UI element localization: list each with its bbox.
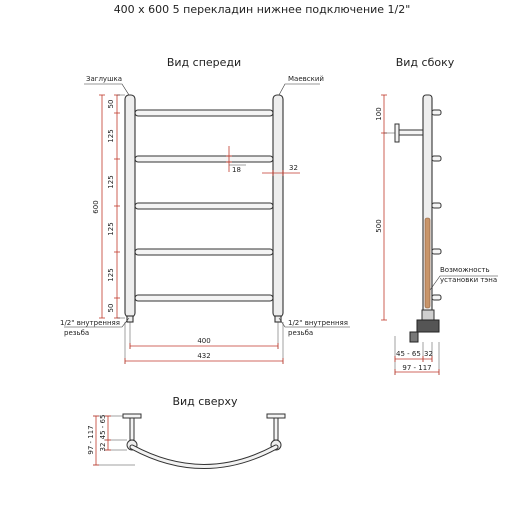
front-view <box>60 75 350 364</box>
side-crossbar-2 <box>432 156 441 161</box>
dim-top-offset: 50 <box>107 99 115 109</box>
side-crossbar-3 <box>432 203 441 208</box>
heater-label-2: установки тэна <box>440 276 498 284</box>
dim-top-depth: 97 - 117 <box>87 425 95 455</box>
crossbar-3 <box>135 203 273 209</box>
left-thread-label-1: 1/2" внутренняя <box>60 319 120 327</box>
top-wall-plate-right <box>267 414 285 418</box>
dim-step-2: 125 <box>107 175 115 189</box>
dim-top-offset: 45 - 65 <box>99 414 107 440</box>
dim-step-3: 125 <box>107 222 115 236</box>
dim-overall-width: 432 <box>197 352 211 360</box>
crossbars <box>135 110 273 301</box>
top-bracket-right <box>274 418 278 440</box>
crossbar-2 <box>135 156 273 162</box>
dim-side-middle: 500 <box>375 219 383 233</box>
mayevsky-leader <box>279 84 320 95</box>
dim-height: 600 <box>92 200 100 214</box>
side-fitting-outlet <box>410 332 418 342</box>
top-wall-plate-left <box>123 414 141 418</box>
plug-label: Заглушка <box>86 75 122 83</box>
dim-side-top: 100 <box>375 107 383 121</box>
side-fitting-body <box>417 320 439 332</box>
left-thread-label-2: резьба <box>64 329 90 337</box>
height-dimension <box>92 95 105 318</box>
side-vertical-dimensions <box>375 95 395 320</box>
right-thread-label-1: 1/2" внутренняя <box>288 319 348 327</box>
side-fitting-top <box>422 310 434 320</box>
vertical-dimension-chain <box>107 95 125 318</box>
top-dimensions <box>87 415 135 465</box>
dim-crossbar-diameter: 18 <box>232 166 241 174</box>
dim-side-depth: 97 - 117 <box>402 364 432 372</box>
top-bracket-left <box>130 418 134 440</box>
top-crossbar-fill <box>132 447 276 467</box>
width-dimensions <box>125 322 283 364</box>
top-view <box>87 414 285 467</box>
dim-side-offset: 45 - 65 <box>396 350 421 358</box>
mayevsky-label: Маевский <box>288 75 324 83</box>
right-thread-label-2: резьба <box>288 329 314 337</box>
dim-center-distance: 400 <box>197 337 211 345</box>
bracket-rod <box>399 130 423 135</box>
drawing-title: 400 х 600 5 перекладин нижнее подключение 1/2" <box>113 3 411 16</box>
crossbar-4 <box>135 249 273 255</box>
right-fitting <box>275 316 281 322</box>
right-riser <box>273 95 283 317</box>
plug-leader <box>84 84 129 95</box>
dim-step-1: 125 <box>107 129 115 143</box>
heater-label-1: Возможность <box>440 266 490 274</box>
crossbar-5 <box>135 295 273 301</box>
left-riser <box>125 95 135 317</box>
side-view <box>375 95 498 375</box>
side-view-title: Вид сбоку <box>395 56 455 69</box>
top-view-title: Вид сверху <box>172 395 238 408</box>
dim-bottom-offset: 50 <box>107 303 115 313</box>
dim-top-pipe: 32 <box>99 442 107 452</box>
heating-element <box>425 218 430 308</box>
dim-side-pipe: 32 <box>424 350 433 358</box>
side-crossbar-4 <box>432 249 441 254</box>
dim-step-4: 125 <box>107 268 115 282</box>
front-view-title: Вид спереди <box>166 56 242 69</box>
wall-plate <box>395 124 399 142</box>
side-crossbar-5 <box>432 295 441 300</box>
dim-riser-diameter: 32 <box>289 164 298 172</box>
side-crossbar-1 <box>432 110 441 115</box>
crossbar-1 <box>135 110 273 116</box>
